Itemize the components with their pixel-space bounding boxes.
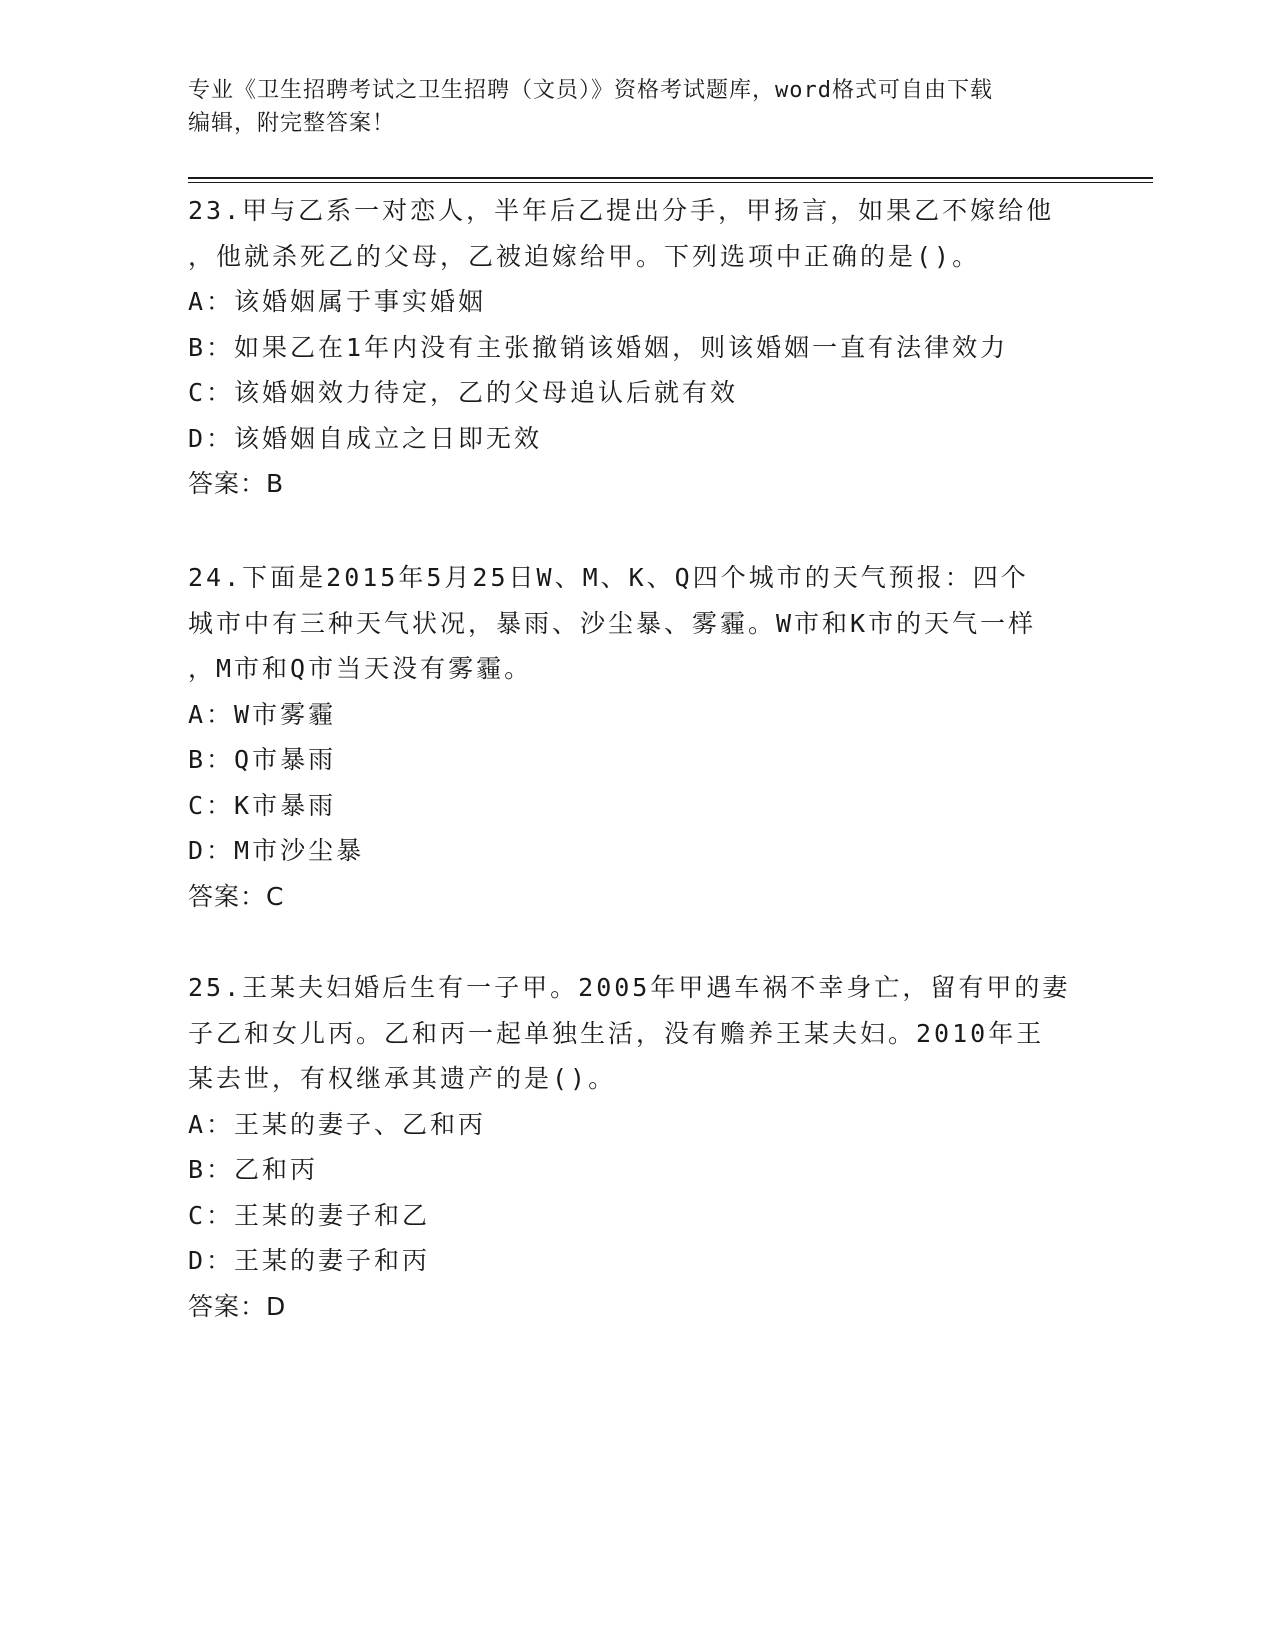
option-a: A：王某的妻子、乙和丙 bbox=[188, 1109, 487, 1139]
question-24 bbox=[188, 555, 1088, 919]
option-c: C：K市暴雨 bbox=[188, 790, 337, 820]
question-stem-line: 23.甲与乙系一对恋人，半年后乙提出分手，甲扬言，如果乙不嫁给他 bbox=[188, 196, 1055, 225]
answer-label: 答案：D bbox=[188, 1291, 287, 1321]
header-line-2: 编辑，附完整答案！ bbox=[188, 111, 396, 136]
question-stem-line: 25.王某夫妇婚后生有一子甲。2005年甲遇车祸不幸身亡，留有甲的妻 bbox=[188, 973, 1071, 1002]
option-d: D：该婚姻自成立之日即无效 bbox=[188, 423, 543, 453]
option-a: A：该婚姻属于事实婚姻 bbox=[188, 287, 487, 316]
question-stem-line: ，M市和Q市当天没有雾霾。 bbox=[188, 654, 533, 683]
document-header bbox=[188, 74, 1088, 140]
option-d: D：王某的妻子和丙 bbox=[188, 1246, 431, 1275]
header-divider-thick bbox=[188, 177, 1153, 179]
option-b: B：Q市暴雨 bbox=[188, 745, 337, 774]
question-stem-line: 子乙和女儿丙。乙和丙一起单独生活，没有赡养王某夫妇。2010年王 bbox=[188, 1018, 1045, 1048]
header-line-1: 专业《卫生招聘考试之卫生招聘（文员）》资格考试题库，word格式可自由下载 bbox=[188, 78, 993, 103]
option-a: A：W市雾霾 bbox=[188, 699, 337, 729]
option-c: C：王某的妻子和乙 bbox=[188, 1200, 431, 1230]
answer-label: 答案：B bbox=[188, 469, 285, 498]
question-23 bbox=[188, 188, 1088, 507]
question-25 bbox=[188, 965, 1088, 1329]
option-c: C：该婚姻效力待定，乙的父母追认后就有效 bbox=[188, 378, 739, 407]
question-stem-line: 某去世，有权继承其遗产的是()。 bbox=[188, 1064, 617, 1093]
option-b: B：乙和丙 bbox=[188, 1155, 319, 1184]
answer-label: 答案：C bbox=[188, 881, 285, 911]
question-stem-line: 城市中有三种天气状况，暴雨、沙尘暴、雾霾。W市和K市的天气一样 bbox=[188, 608, 1037, 638]
option-d: D：M市沙尘暴 bbox=[188, 836, 365, 865]
option-b: B：如果乙在1年内没有主张撤销该婚姻，则该婚姻一直有法律效力 bbox=[188, 332, 1009, 362]
question-stem-line: ，他就杀死乙的父母，乙被迫嫁给甲。下列选项中正确的是()。 bbox=[188, 241, 981, 271]
header-divider-thin bbox=[188, 182, 1153, 183]
question-stem-line: 24.下面是2015年5月25日W、M、K、Q四个城市的天气预报：四个 bbox=[188, 563, 1029, 592]
